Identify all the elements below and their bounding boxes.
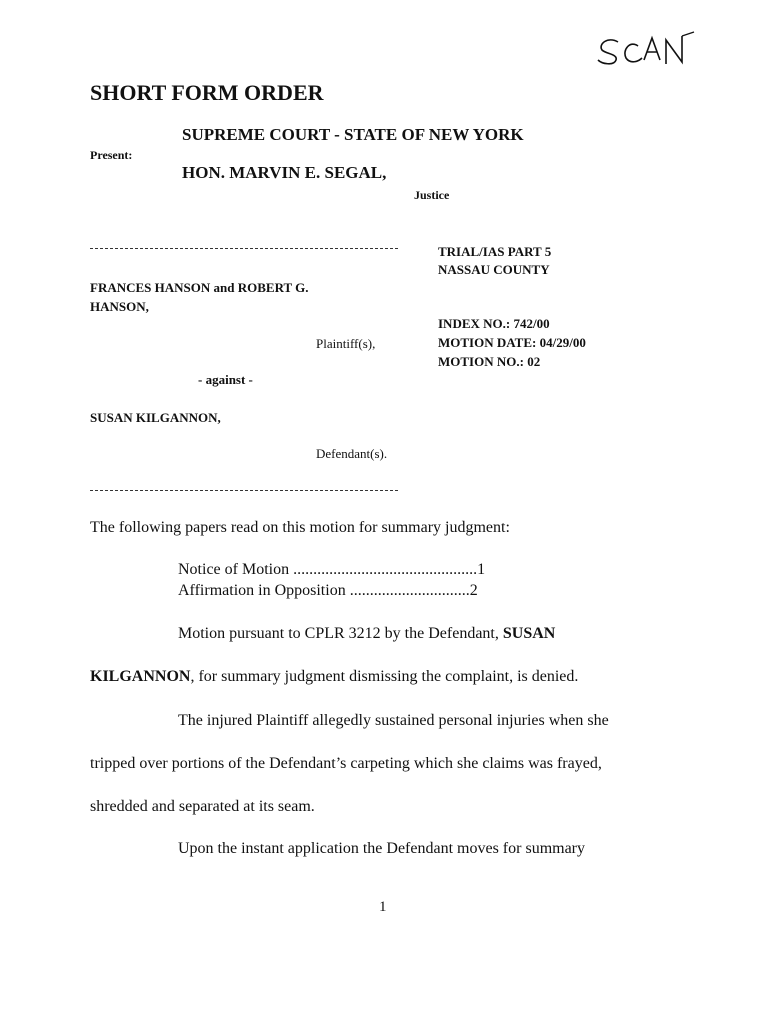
papers-intro: The following papers read on this motion for summary judgment: [90,519,510,536]
body-line: shredded and separated at its seam. [90,798,315,815]
body-line: The injured Plaintiff allegedly sustained personal injuries when she [178,712,609,729]
page-number: 1 [379,899,387,915]
papers-item: Affirmation in Opposition ..............................2 [178,582,478,599]
motion-date: MOTION DATE: 04/29/00 [438,335,586,350]
defendant-name: SUSAN KILGANNON, [90,410,221,425]
judge-name: HON. MARVIN E. SEGAL, [182,163,387,182]
court-name: SUPREME COURT - STATE OF NEW YORK [182,125,524,144]
against-label: - against - [198,372,253,387]
body-line [90,668,578,686]
plaintiffs-line-1: FRANCES HANSON and ROBERT G. [90,280,309,295]
plaintiff-role: Plaintiff(s), [316,336,376,351]
body-line: Upon the instant application the Defendant moves for summary [178,840,586,857]
body-line: tripped over portions of the Defendant’s carpeting which she claims was frayed, [90,755,602,772]
plaintiffs-line-2: HANSON, [90,299,149,314]
trial-part: TRIAL/IAS PART 5 [438,244,552,259]
motion-number: MOTION NO.: 02 [438,354,541,369]
body-line [178,625,555,643]
defendant-name-inline: SUSAN [502,625,556,642]
caption-bottom-rule [90,490,398,491]
caption-top-rule [90,248,398,249]
form-title: SHORT FORM ORDER [90,80,324,105]
body-text: Motion pursuant to CPLR 3212 by the Defendant, [178,625,503,642]
defendant-role: Defendant(s). [316,446,388,461]
body-text: , for summary judgment dismissing the complaint, is denied. [190,668,579,685]
index-number: INDEX NO.: 742/00 [438,316,550,331]
county: NASSAU COUNTY [438,262,550,277]
defendant-name-inline: KILGANNON [90,668,191,685]
papers-item: Notice of Motion ..............................................1 [178,561,486,578]
scan-stamp [594,28,698,72]
present-label: Present: [90,148,133,162]
judge-title: Justice [414,188,450,202]
